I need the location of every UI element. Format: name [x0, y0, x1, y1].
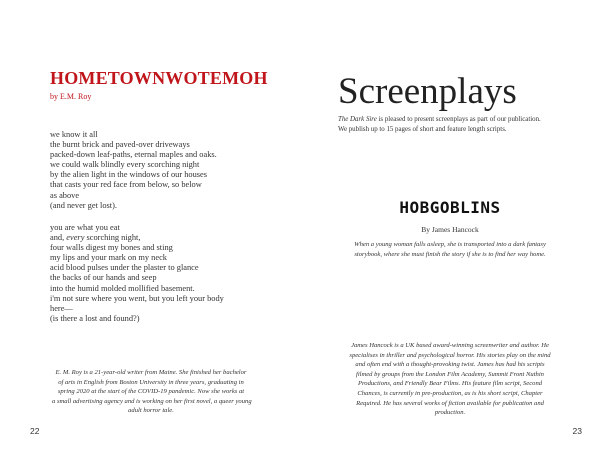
bio-line: a small advertising agency and is working on her first novel, a queer young — [52, 397, 252, 405]
poem-line: as above — [50, 190, 80, 200]
page-number-left: 22 — [30, 426, 40, 436]
poem-line-emphasis — [50, 233, 224, 243]
poem-stanza-1 — [50, 130, 217, 211]
poem-line: packed-down leaf-paths, eternal maples and oaks. — [50, 150, 217, 160]
section-intro — [338, 115, 541, 134]
poem-line: (is there a lost and found?) — [50, 313, 140, 323]
poem-line: you are what you eat — [50, 223, 120, 232]
bio-line: spring 2020 at the start of the COVID-19 pandemic. Now she works at — [57, 388, 245, 396]
bio-line: adult horror tale. — [128, 407, 174, 415]
publication-name: The Dark Sire — [338, 116, 377, 123]
poem-line: by the alien light in the windows of our houses — [50, 170, 208, 180]
poem-text: and, — [50, 233, 67, 243]
poem-line: the burnt brick and paved-over driveways — [50, 140, 190, 150]
poem-text: scorching night, — [84, 233, 141, 243]
poem-byline: by E.M. Roy — [50, 92, 92, 101]
bio-line: and often end with a thought-provoking twist. James has had his scripts — [355, 361, 545, 369]
poem-line: we know it all — [50, 130, 98, 139]
screenplay-title: HOBGOBLINS — [399, 198, 501, 217]
logline-line: storybook, where she must finish the story if she is to find her way home. — [354, 250, 546, 258]
right-page — [300, 0, 600, 463]
bio-line: James Hancock is a UK based award-winning screenwriter and author. He — [351, 342, 549, 349]
bio-line: Required. He has several works of fiction available for publication and — [356, 399, 544, 407]
poem-stanza-2 — [50, 223, 224, 324]
intro-line — [338, 115, 541, 125]
poem-line: that casts your red face from below, so below — [50, 180, 202, 190]
poem-line: the backs of our hands and seep — [50, 273, 157, 283]
poem-line: my lips and your mark on my neck — [50, 253, 167, 263]
bio-line: Productions, and Friendly Bear Films. His feature film script, Second — [357, 380, 543, 388]
author-bio — [52, 368, 250, 416]
poem-title: HOMETOWNWOTEMOH — [50, 68, 268, 88]
screenwriter-bio — [300, 341, 600, 418]
bio-line: specialises in thriller and psychological horror. His stories play on the mind — [349, 351, 551, 359]
bio-line: E. M. Roy is a 21-year-old writer from Maine. She finished her bachelor — [55, 369, 247, 376]
poem-line: four walls digest my bones and sting — [50, 243, 173, 253]
bio-line: production. — [434, 409, 466, 417]
screenplay-logline — [300, 240, 600, 260]
emphasized-word: every — [66, 233, 85, 243]
poem-line: acid blood pulses under the plaster to glance — [50, 263, 199, 273]
poem-line: i'm not sure where you went, but you left your body — [50, 293, 224, 303]
intro-line: We publish up to 15 pages of short and feature length scripts. — [338, 125, 507, 133]
poem-line: here— — [50, 303, 73, 313]
logline-line: When a young woman falls asleep, she is transported into a dark fantasy — [354, 241, 546, 248]
page-number-right: 23 — [572, 426, 582, 436]
bio-line: Chances, is currently in pre-production, as is his short script, Chapter — [357, 389, 543, 397]
bio-line: of arts in English from Boston University in three years, graduating in — [58, 378, 244, 386]
bio-line: filmed by groups from the London Film Academy, Summit Front Nuthin — [356, 370, 544, 378]
intro-text: is pleased to present screenplays as part of our publication. — [376, 116, 541, 123]
section-title: Screenplays — [338, 71, 517, 112]
screenplay-author: By James Hancock — [421, 225, 479, 234]
poem-line: we could walk blindly every scorching night — [50, 160, 200, 170]
poem-line: (and never get lost). — [50, 200, 117, 210]
poem-line: into the humid molded mollified basement. — [50, 283, 195, 293]
